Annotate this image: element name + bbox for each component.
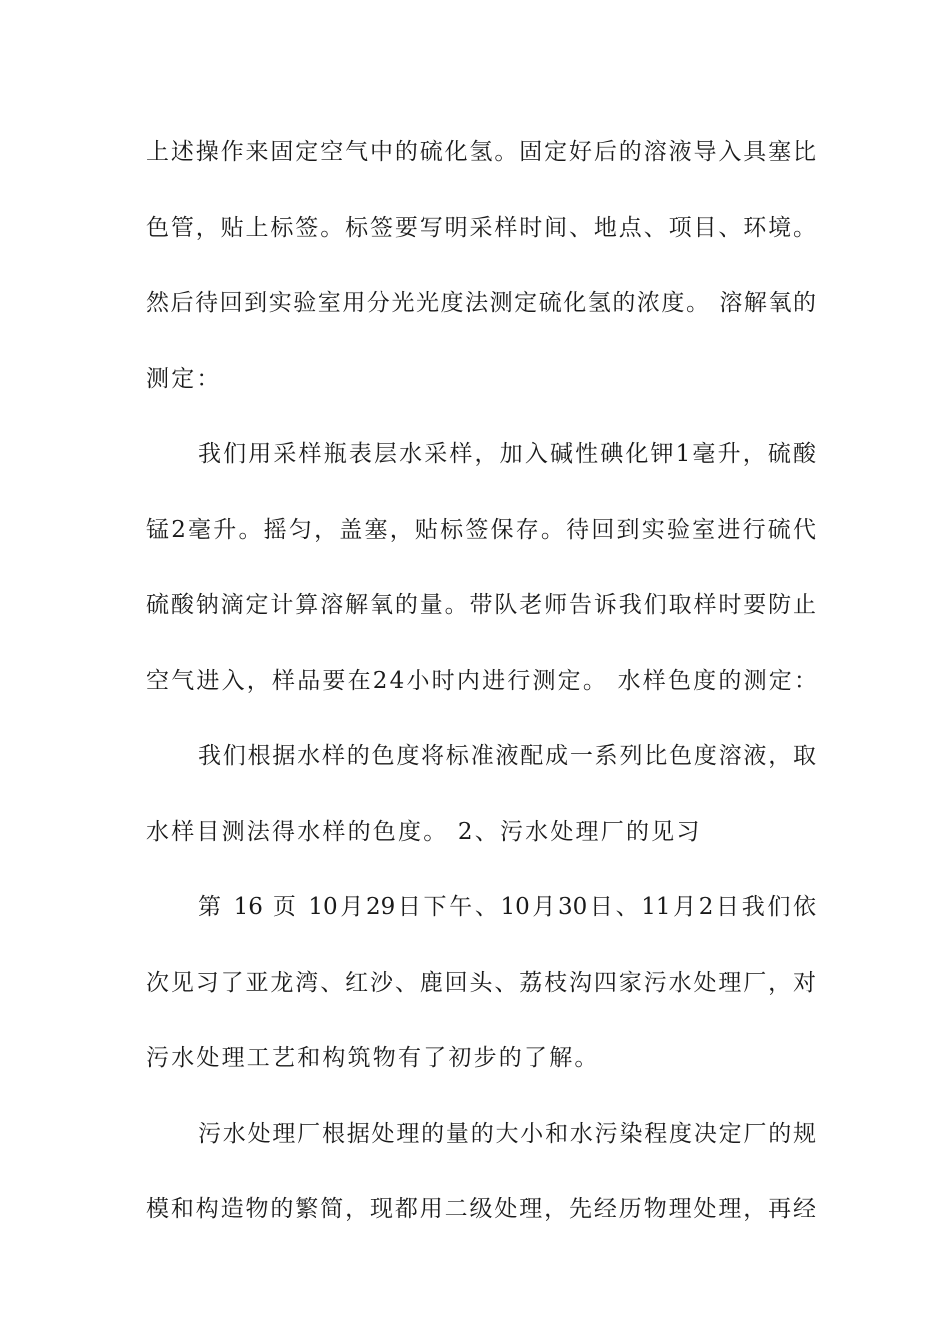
text-line: 然后待回到实验室用分光光度法测定硫化氢的浓度。 溶解氧的 bbox=[146, 290, 816, 316]
text-line: 空气进入，样品要在24小时内进行测定。 水样色度的测定： bbox=[146, 667, 820, 694]
text-line: 我们根据水样的色度将标准液配成一系列比色度溶液，取 bbox=[198, 743, 816, 769]
text-line: 我们用采样瓶表层水采样，加入碱性碘化钾1毫升，硫酸 bbox=[198, 441, 816, 467]
text-line: 上述操作来固定空气中的硫化氢。固定好后的溶液导入具塞比 bbox=[146, 139, 816, 165]
text-line: 锰2毫升。摇匀，盖塞，贴标签保存。待回到实验室进行硫代 bbox=[146, 516, 816, 543]
text-line: 第 16 页 10月29日下午、10月30日、11月2日我们依 bbox=[198, 894, 816, 920]
text-line: 污水处理工艺和构筑物有了初步的了解。 bbox=[146, 1045, 600, 1071]
text-line: 水样目测法得水样的色度。 2、污水处理厂的见习 bbox=[146, 818, 702, 845]
text-line: 硫酸钠滴定计算溶解氧的量。带队老师告诉我们取样时要防止 bbox=[146, 592, 816, 618]
text-line: 测定： bbox=[146, 365, 222, 392]
text-line: 污水处理厂根据处理的量的大小和水污染程度决定厂的规 bbox=[198, 1120, 816, 1147]
text-line: 色管，贴上标签。标签要写明采样时间、地点、项目、环境。 bbox=[146, 214, 816, 241]
text-line: 次见习了亚龙湾、红沙、鹿回头、荔枝沟四家污水处理厂，对 bbox=[146, 969, 816, 996]
text-line: 模和构造物的繁简，现都用二级处理，先经历物理处理，再经 bbox=[146, 1196, 816, 1222]
document-body bbox=[146, 126, 820, 1259]
